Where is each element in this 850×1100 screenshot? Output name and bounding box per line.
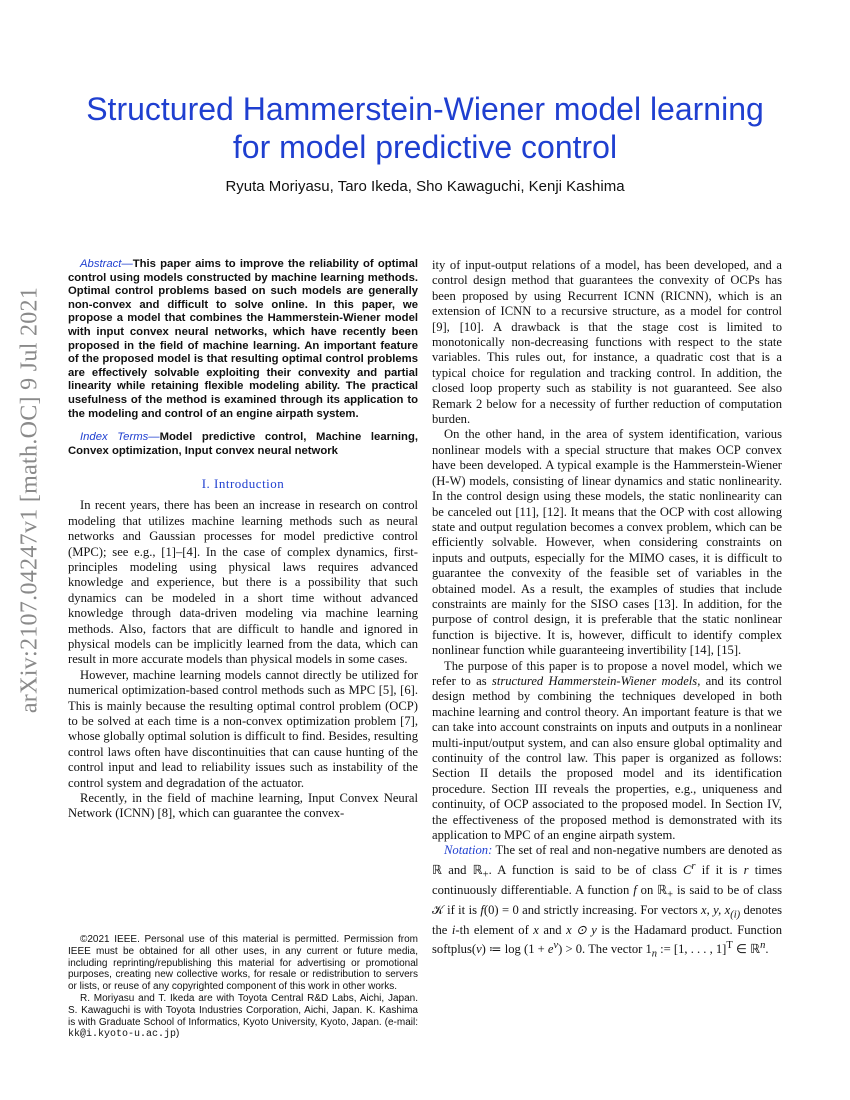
notation-seg-2: . A function is said to be of class [488, 863, 683, 878]
intro-paragraph-5 [432, 659, 782, 844]
section-heading-introduction: I. Introduction [201, 476, 285, 492]
notation-label: Notation: [444, 843, 493, 858]
notation-math-f: f [633, 882, 637, 897]
notation-math-hadamard: x ⊙ y [566, 922, 597, 937]
copyright-notice: ©2021 IEEE. Personal use of this material is permitted. Permission from IEEE must be obtained for all other uses, in any current or future media, including reprinting/republishing this material for advertising or promotional purposes, creating new collective works, for resale or redistribution to servers or lists, or reuse of any copyrighted component of this work in other works. [68, 934, 418, 993]
notation-sup-t: T [726, 940, 733, 952]
intro-paragraph-3-continued: ity of input-output relations of a model, has been developed, and a control design method that guarantees the convexity of OCPs has been proposed by using Recurrent ICNN (RICNN), which is an extension of ICNN to a recursive structure, as a model for control [9], [10]. A drawback is that the stage cost is limited to monotonically non-decreasing functions with respect to the state variables. This rules out, for instance, a quadratic cost that is a typical choice for regulation and tracking control. In addition, the closed loop property such as stability is not guaranteed. See also Remark 2 below for a necessity of further reduction of computation burden. [432, 258, 782, 427]
notation-math-i: i [451, 922, 456, 937]
intro-paragraph-2: However, machine learning models cannot directly be utilized for numerical optimization-based control methods such as MPC [5], [6]. This is mainly because the resulting optimal control problem (OCP) to be solved at each time is a non-convex optimization problem [7], whose globally optimal solution is difficult to find. Besides, resulting control laws often have discontinuities that can cause hunting of the control input and lead to reliability issues such as instability of the control system and degradation of the actuator. [68, 667, 418, 790]
footnotes [68, 934, 418, 1041]
notation-math-x: x [533, 922, 539, 937]
right-column [432, 258, 782, 962]
notation-seg-8: denotes the [432, 902, 783, 937]
intro-paragraph-4: On the other hand, in the area of system identification, various nonlinear models with a special structure that makes OCP convex have been developed. A typical example is the Hammerstein-Wiener (H-W) models, consisting of linear dynamics and static nonlinearity. In the control design using these models, the static nonlinearity can be canceled out [11], [12]. It means that the OCP with cost allowing state and output regulation becomes a convex problem, which can be efficiently solvable. However, when considering constraints on inputs and outputs, especially for the MIMO cases, it is difficult to guarantee the convexity of the feasible set of variables in the obtained model. As a result, the examples of studies that include constraints are mainly for the SISO cases [13]. In addition, for the purpose of control design, it is preferable that the static nonlinear function is bijective. It is, however, difficult to identify complex nonlinear function while guaranteeing invertibility [14], [15]. [432, 427, 782, 658]
notation-sub-n: n [651, 948, 658, 960]
arxiv-identifier: arXiv:2107.04247v1 [math.OC] 9 Jul 2021 [16, 286, 43, 714]
notation-sub-2: + [667, 889, 674, 901]
notation-seg-12: ) ≔ log (1 + [481, 942, 548, 957]
paper-title [0, 90, 850, 166]
notation-seg-13: ) > 0. The vector 1 [558, 942, 652, 957]
notation-seg-9: -th element of [455, 922, 534, 937]
notation-math-f0: f [480, 902, 484, 917]
notation-seg-4: times continuously differentiable. A function [432, 863, 783, 897]
notation-seg-6: is said to be of class 𝒦 if it is [432, 882, 782, 917]
notation-math-xy: x, y, x [701, 902, 731, 917]
affiliation-close: ) [176, 1028, 180, 1040]
affiliation-text: R. Moriyasu and T. Ikeda are with Toyota Central R&D Labs, Aichi, Japan. S. Kawaguchi is with Toyota Industries Corporation, Aichi, Japan. K. Kashima is with Graduate School of Informatics, Kyoto University, Kyoto, Japan. (e-mail: [68, 992, 418, 1028]
intro-paragraph-3: Recently, in the field of machine learning, Input Convex Neural Network (ICNN) [8], which can guarantee the convex- [68, 791, 418, 821]
p5-text-a: The purpose of this paper is to propose a novel model, which we refer to as [432, 658, 782, 688]
notation-seg-11: is the Hadamard product. Function softplus( [432, 922, 782, 957]
notation-seg-5: on ℝ [636, 882, 668, 897]
abstract-text: This paper aims to improve the reliability of optimal control using models constructed by machine learning methods. Optimal control problems based on such models are generally non-convex and difficult to solve online. In this paper, we propose a model that combines the Hammerstein-Wiener model with input convex neural networks, which have recently been proposed in the field of machine learning. An important feature of the proposed model is that resulting optimal control problems are effectively solvable exploiting their convexity and partial linearity while retaining flexible modeling ability. The practical usefulness of the method is examined through its application to the modeling and control of an engine airpath system. [68, 258, 418, 420]
notation-seg-1: The set of real and non-negative numbers are denoted as ℝ and ℝ [432, 843, 782, 878]
arxiv-sidebar [0, 286, 60, 714]
notation-seg-3: if it is [695, 863, 744, 878]
notation-math-r: r [743, 863, 749, 878]
notation-seg-7: (0) = 0 and strictly increasing. For vectors [483, 902, 702, 917]
abstract-label: Abstract [80, 258, 122, 270]
index-terms [68, 431, 418, 458]
notation-sub-i: (i) [730, 909, 741, 921]
title-line-2: for model predictive control [232, 129, 618, 165]
notation-sup-r: r [691, 860, 696, 872]
notation-sup-n: n [760, 940, 766, 952]
notation-seg-16: . [765, 942, 769, 957]
p5-emphasis: structured Hammerstein-Wiener models [491, 673, 698, 688]
abstract [68, 258, 418, 421]
index-terms-dash: — [148, 431, 160, 444]
notation-paragraph [432, 843, 782, 962]
notation-seg-10: and [538, 922, 567, 937]
index-terms-text: Model predictive control, Machine learning, Convex optimization, Input convex neural network [68, 431, 418, 457]
author-affiliations [68, 993, 418, 1041]
notation-sub-1: + [482, 869, 489, 881]
notation-seg-14: := [1, . . . , 1] [657, 942, 727, 957]
notation-math-e: e [547, 942, 554, 957]
title-line-1: Structured Hammerstein-Wiener model learning [86, 91, 764, 127]
notation-math-v: v [476, 942, 482, 957]
left-column [68, 258, 418, 822]
author-list: Ryuta Moriyasu, Taro Ikeda, Sho Kawaguchi, Kenji Kashima [225, 178, 625, 195]
p5-text-b: , and its control design method by combining the techniques developed in both machine learning and control theory. An important feature is that we can take into account constraints on inputs and outputs in a nonlinear multi-input/output system, and can also ensure global optimality and continuity of the control law. This paper is organized as follows: Section II details the proposed model and its identification procedure. Section III reveals the properties, e.g., uniqueness and continuity, of OCP associated to the proposed model. In Section IV, the effectiveness of the proposed method is demonstrated with its application to MPC of an engine airpath system. [432, 673, 782, 843]
intro-paragraph-1: In recent years, there has been an increase in research on control modeling that utilizes machine learning methods such as neural networks and Gaussian processes for model predictive control (MPC); see e.g., [1]–[4]. In the case of complex dynamics, first-principles modeling using physical laws requires advanced knowledge and experience, but there is a possibility that such dynamics can be modeled in a short time without advanced knowledge through data-driven modeling via machine learning methods. Also, factors that are difficult to handle and ignored in physical models can be implicitly learned from the data, which can result in more accurate models than physical models in some cases. [68, 498, 418, 667]
index-terms-label: Index Terms [80, 431, 149, 444]
notation-seg-15: ∈ ℝ [732, 942, 761, 957]
notation-math-c: C [682, 863, 692, 878]
abstract-dash: — [121, 258, 133, 270]
contact-email: kk@i.kyoto-u.ac.jp [68, 1029, 177, 1041]
notation-sup-v: v [553, 940, 559, 952]
